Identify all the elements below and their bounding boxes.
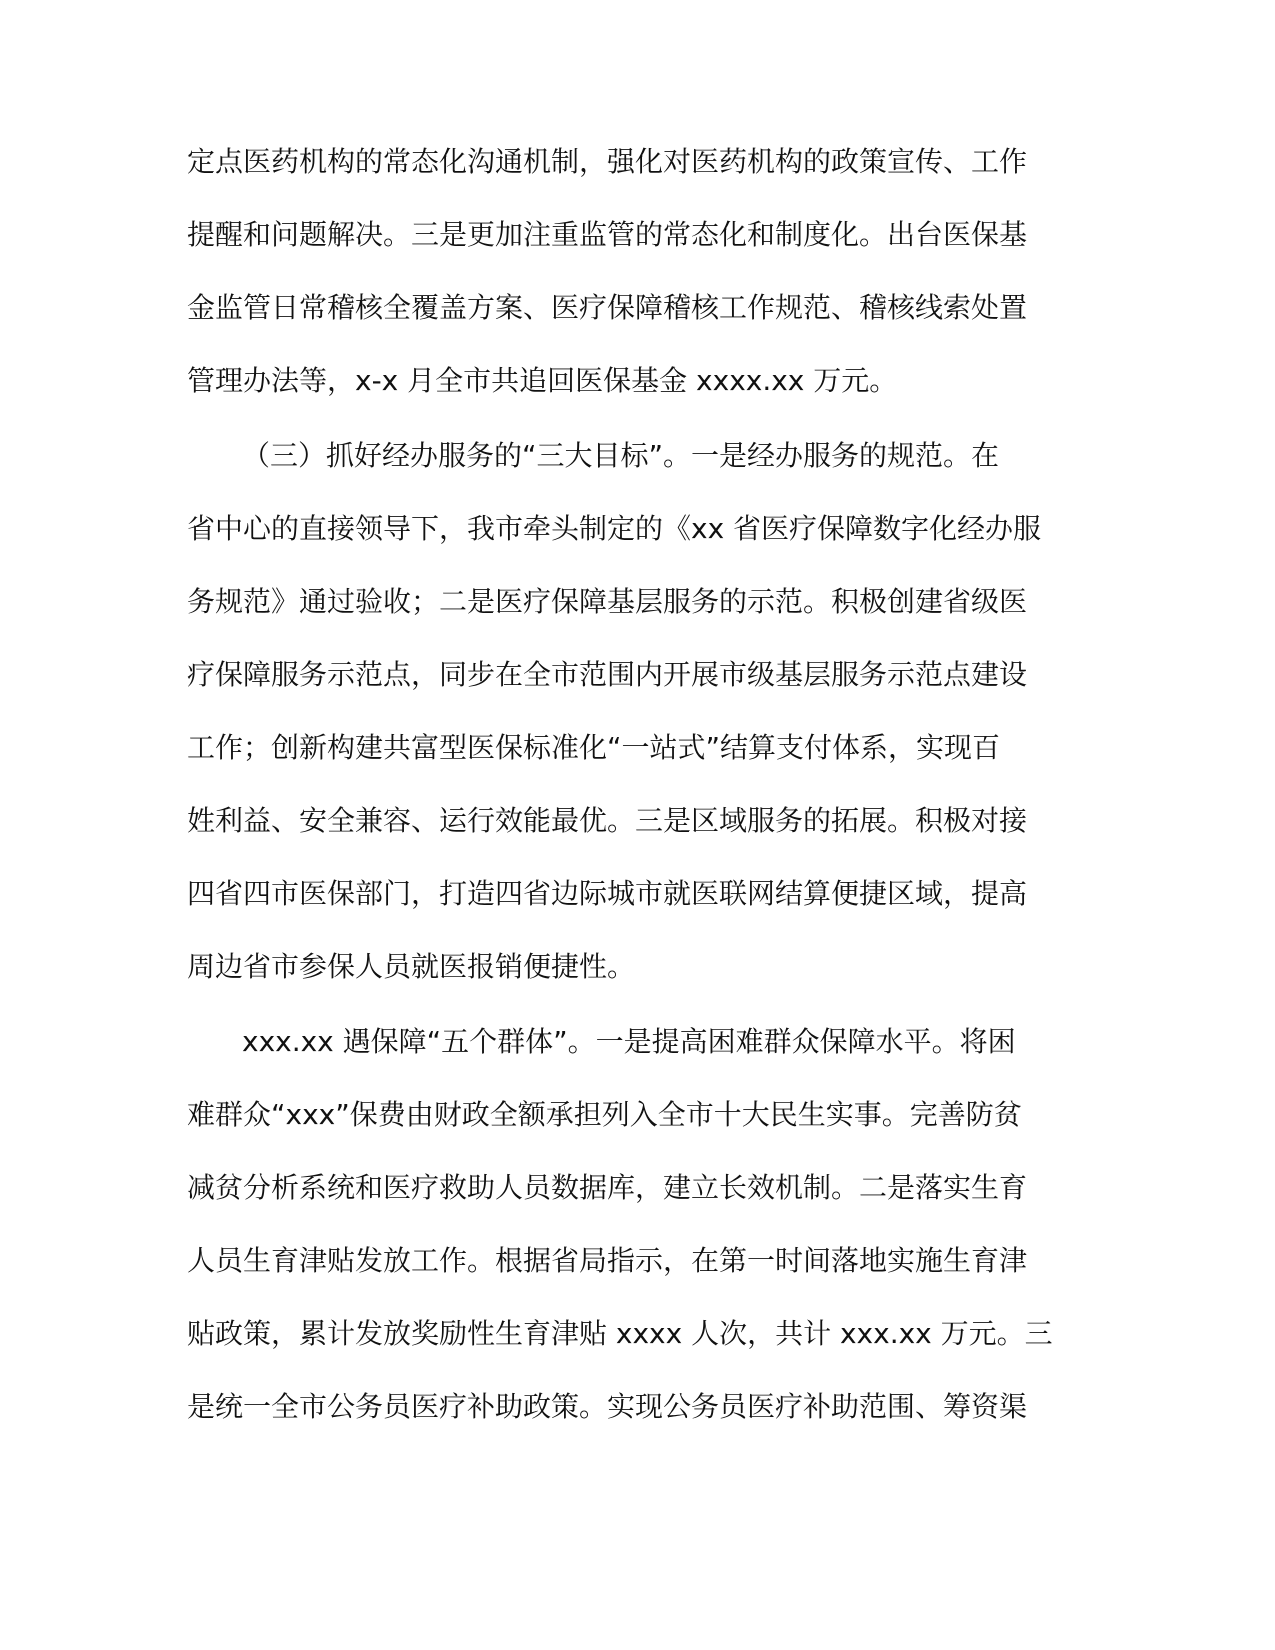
text-line: 减贫分析系统和医疗救助人员数据库，建立长效机制。二是落实生育 xyxy=(187,1171,1028,1204)
text-line: 人员生育津贴发放工作。根据省局指示，在第一时间落地实施生育津 xyxy=(187,1244,1028,1277)
text-line: 周边省市参保人员就医报销便捷性。 xyxy=(187,950,636,983)
paragraph-start-line: （三）抓好经办服务的“三大目标”。一是经办服务的规范。在 xyxy=(242,439,1000,472)
text-line: 省中心的直接领导下，我市牵头制定的《xx 省医疗保障数字化经办服 xyxy=(187,512,1042,545)
text-line: 疗保障服务示范点，同步在全市范围内开展市级基层服务示范点建设 xyxy=(187,658,1028,691)
text-line: 金监管日常稽核全覆盖方案、医疗保障稽核工作规范、稽核线索处置 xyxy=(187,291,1028,324)
text-line: 贴政策，累计发放奖励性生育津贴 xxxx 人次，共计 xxx.xx 万元。三 xyxy=(187,1317,1053,1350)
text-line: 难群众“xxx”保费由财政全额承担列入全市十大民生实事。完善防贫 xyxy=(187,1098,1022,1131)
text-line: 姓利益、安全兼容、运行效能最优。三是区域服务的拓展。积极对接 xyxy=(187,804,1028,837)
text-line: 工作；创新构建共富型医保标准化“一站式”结算支付体系，实现百 xyxy=(187,731,1001,764)
text-line: 管理办法等，x-x 月全市共追回医保基金 xxxx.xx 万元。 xyxy=(187,364,898,397)
text-line: 定点医药机构的常态化沟通机制，强化对医药机构的政策宣传、工作 xyxy=(187,145,1028,178)
paragraph-start-line: xxx.xx 遇保障“五个群体”。一是提高困难群众保障水平。将困 xyxy=(242,1025,1016,1058)
text-line: 四省四市医保部门，打造四省边际城市就医联网结算便捷区域，提高 xyxy=(187,877,1028,910)
text-line: 是统一全市公务员医疗补助政策。实现公务员医疗补助范围、筹资渠 xyxy=(187,1390,1028,1423)
text-line: 务规范》通过验收；二是医疗保障基层服务的示范。积极创建省级医 xyxy=(187,585,1028,618)
text-line: 提醒和问题解决。三是更加注重监管的常态化和制度化。出台医保基 xyxy=(187,218,1028,251)
